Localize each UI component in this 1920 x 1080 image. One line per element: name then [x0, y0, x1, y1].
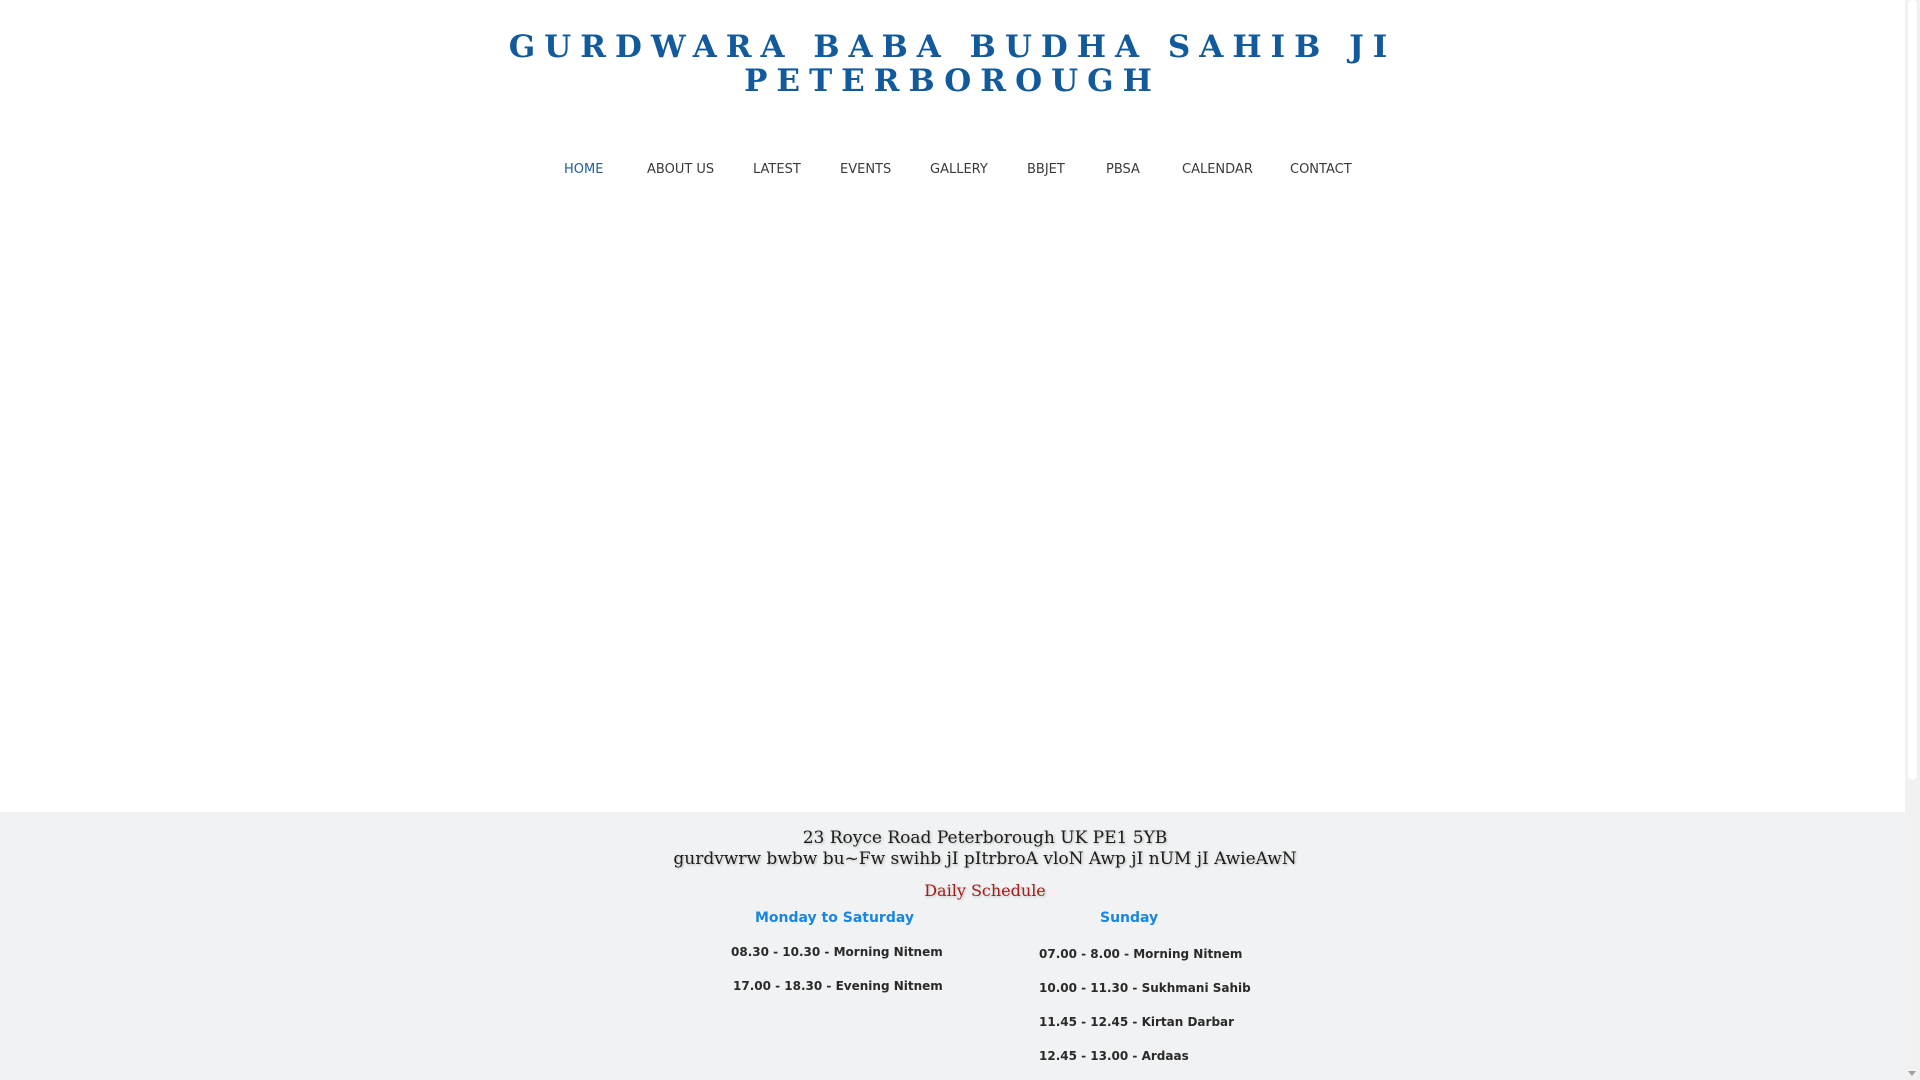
nav-item-calendar[interactable]: CALENDAR [1182, 162, 1253, 177]
sunday-item: 12.45 - 13.00 - Ardaas [1039, 1049, 1189, 1063]
scrollbar-thumb[interactable] [1908, 0, 1917, 780]
nav-item-gallery[interactable]: GALLERY [930, 162, 988, 177]
sunday-item: 11.45 - 12.45 - Kirtan Darbar [1039, 1015, 1235, 1029]
nav-item-latest[interactable]: LATEST [753, 162, 801, 177]
address-gurmukhi-text: gurdvwrw bwbw bu~Fw swihb jI pItrbroA vloN Awp jI nUM jI AwieAwN [673, 849, 1297, 869]
nav-item-bbjet[interactable]: BBJET [1027, 162, 1065, 177]
hero-slideshow [0, 210, 1905, 812]
weekday-item: 17.00 - 18.30 - Evening Nitnem [733, 979, 943, 993]
nav-item-pbsa[interactable]: PBSA [1106, 162, 1140, 177]
nav-item-contact[interactable]: CONTACT [1290, 162, 1352, 177]
vertical-scrollbar[interactable] [1905, 0, 1920, 1080]
nav-item-events[interactable]: EVENTS [840, 162, 892, 177]
address-text: 23 Royce Road Peterborough UK PE1 5YB [802, 828, 1168, 848]
footer [0, 812, 1905, 1080]
site-title [0, 30, 1905, 98]
weekday-heading: Monday to Saturday [755, 910, 914, 926]
sunday-item: 10.00 - 11.30 - Sukhmani Sahib [1039, 981, 1251, 995]
sunday-item: 07.00 - 8.00 - Morning Nitnem [1039, 947, 1243, 961]
weekday-item: 08.30 - 10.30 - Morning Nitnem [731, 945, 943, 959]
sunday-heading: Sunday [1100, 910, 1159, 926]
site-title-line2: PETERBOROUGH [744, 63, 1161, 99]
nav-item-home[interactable]: HOME [564, 162, 604, 177]
scroll-down-arrow-icon[interactable] [1908, 1071, 1916, 1076]
site-title-line1: GURDWARA BABA BUDHA SAHIB JI [508, 29, 1397, 65]
main-nav [0, 162, 1905, 182]
daily-schedule-title: Daily Schedule [924, 881, 1046, 900]
nav-item-about-us[interactable]: ABOUT US [647, 162, 715, 177]
